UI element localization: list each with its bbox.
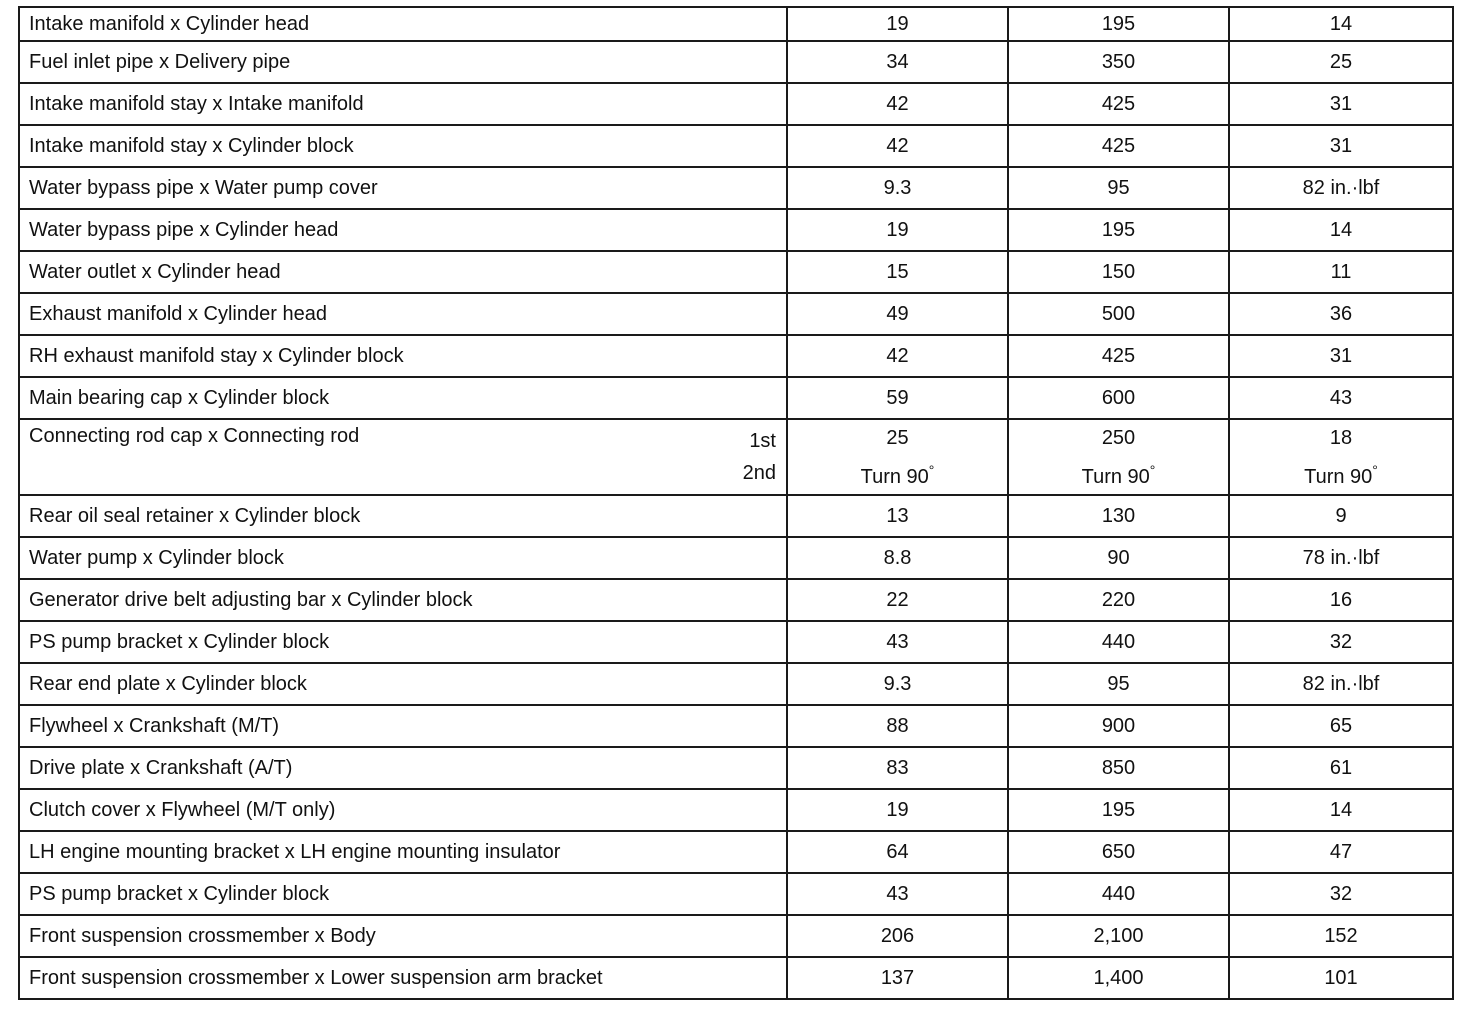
- kgf-value: 440: [1101, 631, 1136, 653]
- ftlbf-value: 101: [1324, 967, 1358, 989]
- ftlbf-value: 14: [1329, 219, 1353, 241]
- ftlbf-cell: [1229, 495, 1453, 537]
- nm-cell: [787, 873, 1008, 915]
- part-label: Front suspension crossmember x Body: [29, 925, 376, 947]
- ftlbf-value: 31: [1329, 135, 1353, 157]
- ftlbf-value: 82 in.·lbf: [1302, 673, 1380, 695]
- part-label: Water outlet x Cylinder head: [29, 261, 281, 283]
- kgf-cell: [1008, 251, 1229, 293]
- kgf-value: 850: [1101, 757, 1136, 779]
- ftlbf-cell: [1229, 621, 1453, 663]
- kgf-cell: [1008, 789, 1229, 831]
- kgf-value: 650: [1101, 841, 1136, 863]
- ftlbf-value: 31: [1329, 345, 1353, 367]
- nm-cell: [787, 7, 1008, 41]
- ftlbf-cell: [1229, 663, 1453, 705]
- nm-cell: [787, 915, 1008, 957]
- part-cell: [19, 663, 787, 705]
- ftlbf-cell: [1229, 41, 1453, 83]
- part-label: Drive plate x Crankshaft (A/T): [29, 757, 293, 779]
- kgf-value: 95: [1107, 177, 1130, 199]
- kgf-cell: [1008, 831, 1229, 873]
- nm-cell: [787, 621, 1008, 663]
- kgf-value: 130: [1101, 505, 1136, 527]
- kgf-value: 350: [1101, 51, 1136, 73]
- nm-value: 206: [880, 925, 915, 947]
- degree-symbol: °: [1149, 461, 1156, 478]
- nm-value: 42: [886, 93, 909, 115]
- part-label: Connecting rod cap x Connecting rod: [29, 425, 360, 447]
- nm-value: 137: [880, 967, 915, 989]
- ftlbf-value: 31: [1329, 93, 1353, 115]
- nm-cell: [787, 957, 1008, 999]
- part-label: Exhaust manifold x Cylinder head: [29, 303, 327, 325]
- part-label: Rear oil seal retainer x Cylinder block: [29, 505, 361, 527]
- ftlbf-cell: [1229, 705, 1453, 747]
- table-row: [19, 747, 1453, 789]
- nm-value: 8.8: [883, 547, 912, 569]
- table-row: [19, 335, 1453, 377]
- nm-value: 42: [886, 135, 909, 157]
- table-row: [19, 419, 1453, 495]
- table-row: [19, 377, 1453, 419]
- table-row: [19, 873, 1453, 915]
- ftlbf-value: 82 in.·lbf: [1302, 177, 1380, 199]
- kgf-value: 220: [1101, 589, 1136, 611]
- nm-cell: [787, 705, 1008, 747]
- part-cell: [19, 873, 787, 915]
- nm-value: 83: [886, 757, 909, 779]
- step-label: 1st: [749, 430, 776, 452]
- nm-cell: [787, 377, 1008, 419]
- part-label: Intake manifold stay x Cylinder block: [29, 135, 354, 157]
- ftlbf-value: 25: [1329, 51, 1353, 73]
- kgf-cell: [1008, 335, 1229, 377]
- part-cell: [19, 377, 787, 419]
- kgf-cell: [1008, 747, 1229, 789]
- nm-value: 13: [886, 505, 909, 527]
- nm-cell: [787, 209, 1008, 251]
- nm-value: 88: [886, 715, 909, 737]
- nm-cell: [787, 83, 1008, 125]
- nm-value: 19: [886, 799, 909, 821]
- kgf-value: 150: [1101, 261, 1136, 283]
- kgf-cell: [1008, 7, 1229, 41]
- kgf-cell: [1008, 495, 1229, 537]
- kgf-value: 195: [1101, 219, 1136, 241]
- kgf-cell: [1008, 873, 1229, 915]
- ftlbf-value: 36: [1329, 303, 1353, 325]
- ftlbf-value: 47: [1329, 841, 1353, 863]
- table-row: [19, 495, 1453, 537]
- nm-cell: [787, 419, 1008, 495]
- kgf-cell: [1008, 41, 1229, 83]
- nm-cell: [787, 789, 1008, 831]
- part-label: LH engine mounting bracket x LH engine mounting insulator: [29, 841, 561, 863]
- part-label: PS pump bracket x Cylinder block: [29, 631, 330, 653]
- part-label: PS pump bracket x Cylinder block: [29, 883, 330, 905]
- table-row: [19, 621, 1453, 663]
- nm-cell: [787, 251, 1008, 293]
- part-cell: [19, 915, 787, 957]
- ftlbf-cell: [1229, 83, 1453, 125]
- table-row: [19, 83, 1453, 125]
- ftlbf-value: 78 in.·lbf: [1302, 547, 1380, 569]
- ftlbf-cell: [1229, 125, 1453, 167]
- nm-value: 25: [886, 426, 909, 449]
- ftlbf-cell: [1229, 537, 1453, 579]
- table-row: [19, 831, 1453, 873]
- nm-cell: [787, 831, 1008, 873]
- ftlbf-value: 32: [1329, 631, 1353, 653]
- nm-cell: [787, 579, 1008, 621]
- part-cell: [19, 335, 787, 377]
- part-label: Water bypass pipe x Cylinder head: [29, 219, 339, 241]
- torque-spec-table-body: [19, 7, 1453, 999]
- degree-symbol: °: [928, 461, 935, 478]
- part-label: Generator drive belt adjusting bar x Cylinder block: [29, 589, 473, 611]
- ftlbf-value: 9: [1335, 505, 1347, 527]
- kgf-cell: [1008, 125, 1229, 167]
- nm-value: 64: [886, 841, 909, 863]
- nm-value: 9.3: [883, 177, 912, 199]
- nm-cell: [787, 747, 1008, 789]
- ftlbf-cell: [1229, 579, 1453, 621]
- kgf-cell: [1008, 957, 1229, 999]
- kgf-value: 425: [1101, 345, 1136, 367]
- kgf-value: 425: [1101, 93, 1136, 115]
- step-label: 2nd: [742, 462, 776, 484]
- kgf-value: 425: [1101, 135, 1136, 157]
- table-row: [19, 789, 1453, 831]
- part-cell: [19, 957, 787, 999]
- nm-value: 19: [886, 13, 909, 35]
- kgf-step-value: Turn 90: [1081, 465, 1150, 488]
- part-label: Front suspension crossmember x Lower suspension arm bracket: [29, 967, 603, 989]
- torque-spec-sheet: [18, 6, 1452, 1000]
- kgf-cell: [1008, 167, 1229, 209]
- part-cell: [19, 167, 787, 209]
- ftlbf-cell: [1229, 251, 1453, 293]
- kgf-cell: [1008, 705, 1229, 747]
- kgf-cell: [1008, 621, 1229, 663]
- kgf-value: 2,100: [1093, 925, 1144, 947]
- part-cell: [19, 789, 787, 831]
- ftlbf-cell: [1229, 377, 1453, 419]
- nm-value: 9.3: [883, 673, 912, 695]
- kgf-cell: [1008, 419, 1229, 495]
- part-cell: [19, 537, 787, 579]
- ftlbf-cell: [1229, 957, 1453, 999]
- kgf-cell: [1008, 663, 1229, 705]
- kgf-cell: [1008, 579, 1229, 621]
- kgf-value: 500: [1101, 303, 1136, 325]
- ftlbf-value: 152: [1324, 925, 1358, 947]
- kgf-cell: [1008, 209, 1229, 251]
- nm-cell: [787, 41, 1008, 83]
- table-row: [19, 125, 1453, 167]
- table-row: [19, 7, 1453, 41]
- kgf-value: 1,400: [1093, 967, 1144, 989]
- table-row: [19, 915, 1453, 957]
- ftlbf-cell: [1229, 167, 1453, 209]
- part-label: Intake manifold x Cylinder head: [29, 13, 310, 35]
- part-cell: [19, 41, 787, 83]
- part-cell: [19, 831, 787, 873]
- ftlbf-value: 43: [1329, 387, 1353, 409]
- part-label: RH exhaust manifold stay x Cylinder block: [29, 345, 404, 367]
- kgf-value: 900: [1101, 715, 1136, 737]
- ftlbf-cell: [1229, 209, 1453, 251]
- ftlbf-cell: [1229, 7, 1453, 41]
- kgf-value: 195: [1101, 13, 1136, 35]
- ftlbf-value: 14: [1329, 799, 1353, 821]
- table-row: [19, 251, 1453, 293]
- nm-value: 19: [886, 219, 909, 241]
- part-cell: [19, 747, 787, 789]
- nm-cell: [787, 125, 1008, 167]
- kgf-cell: [1008, 537, 1229, 579]
- part-label: Main bearing cap x Cylinder block: [29, 387, 330, 409]
- nm-value: 43: [886, 631, 909, 653]
- kgf-value: 600: [1101, 387, 1136, 409]
- part-cell: [19, 209, 787, 251]
- kgf-value: 90: [1107, 547, 1130, 569]
- nm-cell: [787, 335, 1008, 377]
- ftlbf-cell: [1229, 831, 1453, 873]
- part-cell: [19, 705, 787, 747]
- table-row: [19, 293, 1453, 335]
- nm-cell: [787, 537, 1008, 579]
- ftlbf-cell: [1229, 747, 1453, 789]
- table-row: [19, 209, 1453, 251]
- part-label: Intake manifold stay x Intake manifold: [29, 93, 364, 115]
- kgf-value: 250: [1101, 426, 1136, 449]
- part-label: Water pump x Cylinder block: [29, 547, 284, 569]
- kgf-cell: [1008, 377, 1229, 419]
- nm-value: 59: [886, 387, 909, 409]
- ftlbf-cell: [1229, 293, 1453, 335]
- kgf-value: 95: [1107, 673, 1130, 695]
- part-cell: [19, 495, 787, 537]
- table-row: [19, 957, 1453, 999]
- ftlbf-value: 11: [1330, 261, 1352, 283]
- part-cell: [19, 579, 787, 621]
- nm-cell: [787, 495, 1008, 537]
- table-row: [19, 41, 1453, 83]
- ftlbf-cell: [1229, 789, 1453, 831]
- part-cell: [19, 621, 787, 663]
- part-label: Flywheel x Crankshaft (M/T): [29, 715, 280, 737]
- table-row: [19, 537, 1453, 579]
- table-row: [19, 579, 1453, 621]
- part-cell: [19, 251, 787, 293]
- part-cell: [19, 7, 787, 41]
- part-cell: [19, 125, 787, 167]
- part-label: Water bypass pipe x Water pump cover: [29, 177, 378, 199]
- nm-cell: [787, 167, 1008, 209]
- nm-value: 34: [886, 51, 909, 73]
- ftlbf-cell: [1229, 915, 1453, 957]
- ftlbf-value: 14: [1329, 13, 1353, 35]
- ftlbf-value: 61: [1329, 757, 1353, 779]
- torque-spec-table: [18, 6, 1454, 1000]
- nm-step-value: Turn 90: [860, 465, 929, 488]
- ftlbf-value: 18: [1329, 426, 1353, 449]
- table-row: [19, 167, 1453, 209]
- table-row: [19, 663, 1453, 705]
- nm-value: 42: [886, 345, 909, 367]
- kgf-cell: [1008, 915, 1229, 957]
- part-label: Fuel inlet pipe x Delivery pipe: [29, 51, 291, 73]
- table-row: [19, 705, 1453, 747]
- nm-value: 49: [886, 303, 909, 325]
- kgf-value: 440: [1101, 883, 1136, 905]
- ftlbf-value: 32: [1329, 883, 1353, 905]
- ftlbf-cell: [1229, 419, 1453, 495]
- nm-cell: [787, 663, 1008, 705]
- kgf-value: 195: [1101, 799, 1136, 821]
- ftlbf-value: 65: [1329, 715, 1353, 737]
- part-label: Clutch cover x Flywheel (M/T only): [29, 799, 336, 821]
- nm-value: 22: [886, 589, 909, 611]
- ftlbf-cell: [1229, 873, 1453, 915]
- nm-value: 43: [886, 883, 909, 905]
- kgf-cell: [1008, 83, 1229, 125]
- nm-cell: [787, 293, 1008, 335]
- part-label: Rear end plate x Cylinder block: [29, 673, 307, 695]
- part-cell: [19, 83, 787, 125]
- nm-value: 15: [886, 261, 909, 283]
- part-cell: [19, 293, 787, 335]
- ftlbf-cell: [1229, 335, 1453, 377]
- ftlbf-step-value: Turn 90: [1304, 465, 1373, 488]
- part-cell: [19, 419, 787, 495]
- degree-symbol: °: [1372, 461, 1378, 478]
- kgf-cell: [1008, 293, 1229, 335]
- ftlbf-value: 16: [1329, 589, 1353, 611]
